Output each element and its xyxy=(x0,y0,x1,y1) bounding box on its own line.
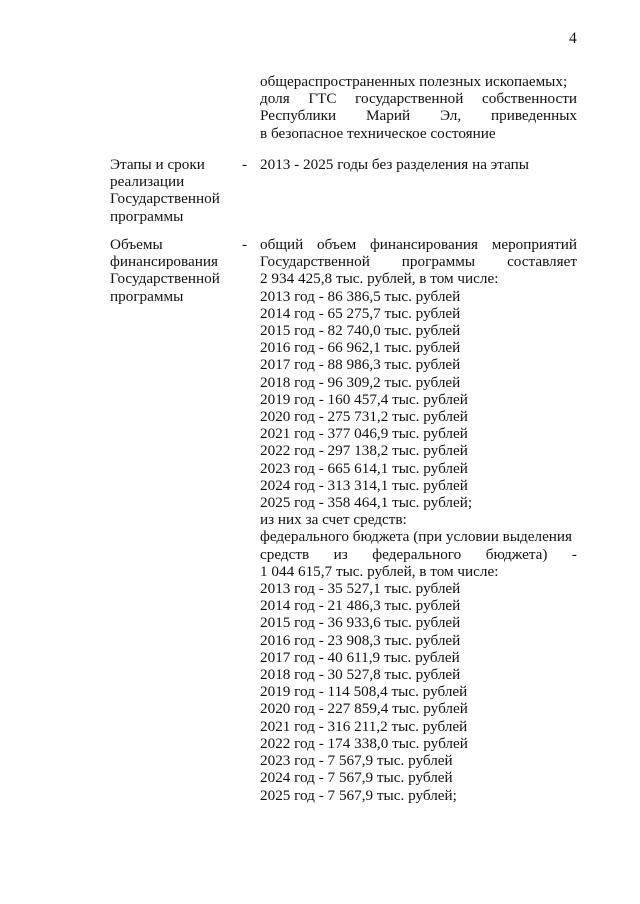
sources-heading: из них за счет средств: xyxy=(260,511,407,529)
federal-year-line: 2020 год - 227 859,4 тыс. рублей xyxy=(260,700,468,718)
stages-label xyxy=(110,156,235,225)
federal-year-line: 2016 год - 23 908,3 тыс. рублей xyxy=(260,631,461,649)
federal-year-line: 2021 год - 316 211,2 тыс. рублей xyxy=(260,717,468,735)
federal-year-line: 2022 год - 174 338,0 тыс. рублей xyxy=(260,734,468,752)
total-year-line: 2024 год - 313 314,1 тыс. рублей xyxy=(260,476,468,494)
total-year-line: 2023 год - 665 614,1 тыс. рублей xyxy=(260,459,468,477)
funding-label-line: Государственной xyxy=(110,270,220,288)
funding-label-line: программы xyxy=(110,287,184,305)
federal-year-line: 2013 год - 35 527,1 тыс. рублей xyxy=(260,580,461,598)
total-year-line: 2022 год - 297 138,2 тыс. рублей xyxy=(260,442,468,460)
total-year-line: 2017 год - 88 986,3 тыс. рублей xyxy=(260,356,461,374)
continuation-block xyxy=(260,73,577,142)
continuation-line: доля ГТС государственной собственности xyxy=(260,90,577,108)
federal-intro-line: федерального бюджета (при условии выделения xyxy=(260,528,573,546)
funding-intro-line: общий объем финансирования мероприятий xyxy=(260,236,577,253)
federal-year-line: 2018 год - 30 527,8 тыс. рублей xyxy=(260,666,461,684)
total-year-line: 2020 год - 275 731,2 тыс. рублей xyxy=(260,408,468,426)
total-year-line: 2019 год - 160 457,4 тыс. рублей xyxy=(260,390,468,408)
federal-year-line: 2024 год - 7 567,9 тыс. рублей xyxy=(260,769,453,787)
funding-label-line: финансирования xyxy=(110,253,218,271)
total-year-line: 2013 год - 86 386,5 тыс. рублей xyxy=(260,287,461,305)
stages-dash: - xyxy=(242,156,248,173)
federal-year-line: 2019 год - 114 508,4 тыс. рублей xyxy=(260,683,468,701)
federal-intro-line: средств из федерального бюджета) - xyxy=(260,545,577,563)
federal-year-line: 2014 год - 21 486,3 тыс. рублей xyxy=(260,597,461,615)
stages-label-line: программы xyxy=(110,207,184,225)
total-year-line: 2025 год - 358 464,1 тыс. рублей; xyxy=(260,494,473,512)
federal-year-line: 2023 год - 7 567,9 тыс. рублей xyxy=(260,752,453,770)
stages-label-line: реализации xyxy=(110,173,185,191)
federal-year-line: 2015 год - 36 933,6 тыс. рублей xyxy=(260,614,461,632)
stages-label-line: Этапы и сроки xyxy=(110,156,205,173)
page-number: 4 xyxy=(569,30,577,47)
funding-intro-line: 2 934 425,8 тыс. рублей, в том числе: xyxy=(260,270,499,288)
continuation-line: в безопасное техническое состояние xyxy=(260,124,496,142)
total-year-line: 2021 год - 377 046,9 тыс. рублей xyxy=(260,425,468,443)
funding-dash: - xyxy=(242,236,248,253)
funding-label-line: Объемы xyxy=(110,236,163,253)
stages-value-text: 2013 - 2025 годы без разделения на этапы xyxy=(260,156,529,173)
funding-intro-line: Государственной программы составляет xyxy=(260,253,577,271)
continuation-line: общераспространенных полезных ископаемых; xyxy=(260,73,568,90)
total-year-line: 2016 год - 66 962,1 тыс. рублей xyxy=(260,339,461,357)
federal-intro-line: 1 044 615,7 тыс. рублей, в том числе: xyxy=(260,562,499,580)
federal-year-line: 2025 год - 7 567,9 тыс. рублей; xyxy=(260,786,457,804)
continuation-line: Республики Марий Эл, приведенных xyxy=(260,107,577,125)
total-year-line: 2018 год - 96 309,2 тыс. рублей xyxy=(260,373,461,391)
federal-year-line: 2017 год - 40 611,9 тыс. рублей xyxy=(260,648,460,666)
stages-label-line: Государственной xyxy=(110,190,220,208)
total-year-line: 2015 год - 82 740,0 тыс. рублей xyxy=(260,322,461,340)
stages-value xyxy=(260,156,577,173)
funding-label xyxy=(110,236,235,305)
total-year-line: 2014 год - 65 275,7 тыс. рублей xyxy=(260,304,461,322)
funding-value xyxy=(260,236,577,804)
